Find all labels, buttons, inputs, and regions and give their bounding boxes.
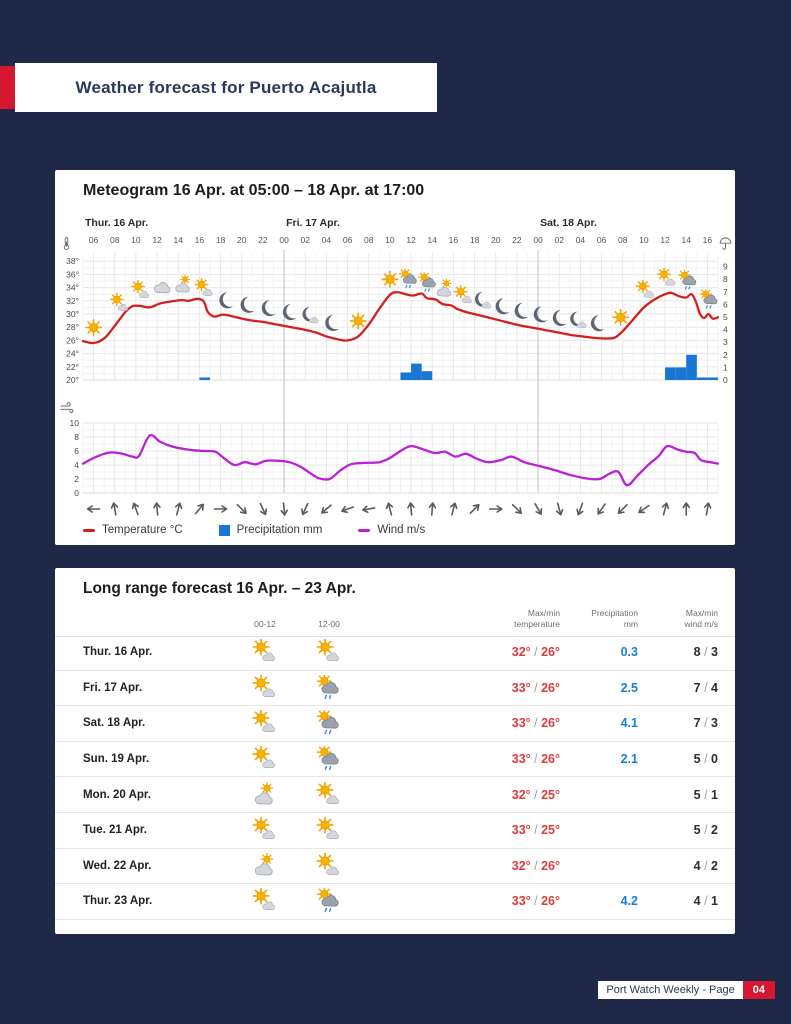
weather-icon-rain-sun — [316, 675, 342, 701]
max-temperature: 33° — [511, 680, 531, 695]
forecast-wind: 4 / 1 — [693, 894, 718, 909]
column-00-12: 00-12 — [254, 619, 276, 630]
wind-arrow — [661, 502, 670, 515]
forecast-precipitation: 2.5 — [620, 680, 638, 695]
weather-icon-sun — [350, 313, 365, 328]
weather-icon-sun-cloud — [658, 268, 675, 286]
time-tick-label: 08 — [110, 235, 120, 245]
time-tick-label: 22 — [512, 235, 522, 245]
wind-arrow — [300, 502, 311, 515]
forecast-icon-12-00 — [297, 817, 361, 843]
forecast-icon-00-12 — [233, 817, 297, 843]
wind-arrow — [362, 505, 375, 513]
forecast-temperature: 32° / 25° — [511, 787, 560, 802]
forecast-precipitation: 0.3 — [620, 645, 638, 660]
wind-tick-label: 4 — [74, 460, 79, 470]
precipitation-bar — [697, 377, 708, 380]
forecast-precipitation: 2.1 — [620, 752, 638, 767]
legend-precipitation-label: Precipitation mm — [236, 524, 323, 536]
forecast-wind: 5 / 2 — [693, 823, 718, 838]
weather-icon-rain-sun — [316, 746, 342, 772]
day-label: Fri. 17 Apr. — [286, 217, 340, 229]
footer-label: Port Watch Weekly - Page — [598, 981, 742, 999]
weather-icon-moon — [591, 315, 605, 331]
legend-precipitation — [219, 524, 323, 536]
wind-tick-label: 8 — [74, 432, 79, 442]
time-tick-label: 18 — [469, 235, 480, 245]
forecast-icon-00-12 — [233, 710, 297, 736]
column-temperature: Max/min temperature — [514, 608, 560, 630]
max-temperature: 32° — [511, 645, 531, 660]
wind-arrow — [468, 503, 481, 516]
wind-arrow — [154, 503, 161, 515]
precipitation-swatch — [219, 525, 230, 536]
time-tick-label: 16 — [702, 235, 713, 245]
wind-arrow — [408, 503, 415, 515]
temp-tick-label: 24° — [66, 348, 79, 359]
forecast-icon-12-00 — [297, 746, 361, 772]
wind-arrow — [215, 506, 227, 512]
wind-arrow — [703, 503, 711, 516]
weather-icon-sun — [613, 310, 628, 325]
max-temperature: 33° — [511, 823, 531, 838]
min-temperature: 26° — [541, 858, 560, 873]
wind-arrow — [490, 506, 502, 512]
precip-tick-label: 6 — [723, 299, 728, 310]
time-tick-label: 20 — [237, 235, 247, 245]
wind-arrow — [281, 503, 288, 515]
time-tick-label: 14 — [681, 235, 691, 245]
min-wind: 3 — [711, 716, 718, 731]
wind-arrow — [235, 503, 248, 516]
time-tick-label: 12 — [152, 235, 162, 245]
wind-tick-label: 2 — [74, 474, 79, 484]
day-label: Sat. 18 Apr. — [540, 217, 597, 229]
weather-icon-rain-sun — [316, 888, 342, 914]
time-tick-label: 04 — [321, 235, 332, 245]
forecast-icon-00-12 — [233, 639, 297, 665]
forecast-day-label: Tue. 21 Apr. — [83, 824, 147, 837]
precipitation-bar — [686, 355, 697, 380]
umbrella-icon — [720, 237, 731, 249]
forecast-icon-00-12 — [233, 675, 297, 701]
precipitation-bar — [676, 367, 687, 380]
max-wind: 8 — [693, 645, 701, 660]
weather-icon-cloud-sun — [252, 782, 278, 808]
weather-icon-sun — [86, 320, 101, 335]
forecast-icon-12-00 — [297, 888, 361, 914]
temp-tick-label: 34° — [66, 282, 79, 293]
min-temperature: 26° — [541, 752, 560, 767]
max-wind: 4 — [693, 894, 701, 909]
accent-red-block — [0, 66, 15, 109]
min-wind: 2 — [711, 858, 718, 873]
weather-icon-sun-cloud — [252, 710, 278, 736]
wind-arrow — [193, 502, 205, 515]
wind-arrow — [511, 503, 524, 516]
weather-icon-rain-sun — [316, 710, 342, 736]
table-header — [55, 608, 735, 637]
legend-temperature-label: Temperature °C — [102, 524, 183, 536]
max-wind: 4 — [693, 858, 701, 873]
forecast-wind: 5 / 0 — [693, 752, 718, 767]
forecast-icon-12-00 — [297, 782, 361, 808]
time-tick-label: 00 — [279, 235, 289, 245]
forecast-wind: 7 / 3 — [693, 716, 718, 731]
min-temperature: 26° — [541, 645, 560, 660]
max-temperature: 32° — [511, 787, 531, 802]
table-row — [55, 777, 735, 813]
min-temperature: 26° — [541, 894, 560, 909]
wind-arrow — [683, 503, 689, 515]
forecast-temperature: 33° / 26° — [511, 752, 560, 767]
min-wind: 1 — [711, 787, 718, 802]
longrange-title: Long range forecast 16 Apr. – 23 Apr. — [83, 580, 356, 597]
wind-arrow — [616, 503, 629, 516]
precip-tick-label: 1 — [723, 362, 728, 373]
weather-icon-sun-cloud — [316, 782, 342, 808]
forecast-icon-12-00 — [297, 675, 361, 701]
time-tick-label: 10 — [131, 235, 141, 245]
max-wind: 5 — [693, 752, 701, 767]
weather-icon-sun — [382, 272, 397, 287]
precip-tick-label: 8 — [723, 274, 728, 285]
footer-page-number: 04 — [743, 981, 775, 999]
temp-tick-label: 38° — [66, 256, 79, 267]
precipitation-bar — [665, 367, 676, 380]
max-temperature: 33° — [511, 894, 531, 909]
time-tick-label: 14 — [427, 235, 437, 245]
thermometer-icon — [64, 238, 69, 250]
wind-tick-label: 0 — [74, 488, 79, 498]
wind-arrow — [385, 502, 394, 515]
min-temperature: 25° — [541, 823, 560, 838]
chart-legend — [83, 524, 425, 536]
precipitation-bar — [401, 372, 412, 380]
table-row — [55, 742, 735, 778]
table-row — [55, 635, 735, 671]
forecast-temperature: 33° / 26° — [511, 894, 560, 909]
wind-arrow — [111, 503, 119, 516]
max-wind: 7 — [693, 680, 701, 695]
precip-tick-label: 0 — [723, 375, 728, 385]
temp-tick-label: 30° — [66, 309, 79, 319]
precip-tick-label: 7 — [723, 286, 728, 297]
precipitation-bar — [707, 377, 718, 380]
weather-icon-rain-sun — [700, 289, 717, 308]
min-wind: 1 — [711, 894, 718, 909]
wind-arrow — [88, 506, 100, 512]
min-wind: 2 — [711, 823, 718, 838]
wind-tick-label: 6 — [74, 446, 79, 456]
max-temperature: 33° — [511, 752, 531, 767]
time-tick-label: 00 — [533, 235, 543, 245]
time-tick-label: 06 — [342, 235, 353, 245]
precip-tick-label: 3 — [723, 337, 728, 348]
legend-temperature — [83, 524, 183, 536]
weather-icon-sun-cloud — [252, 639, 278, 665]
weather-icon-rain-sun — [679, 270, 696, 289]
wind-arrow — [131, 502, 141, 515]
column-precipitation: Precipitation mm — [591, 608, 638, 630]
weather-icon-sun-cloud — [316, 639, 342, 665]
time-tick-label: 02 — [300, 235, 310, 245]
wind-arrow — [532, 502, 543, 515]
time-tick-label: 12 — [660, 235, 670, 245]
time-tick-label: 10 — [639, 235, 649, 245]
forecast-icon-12-00 — [297, 639, 361, 665]
time-tick-label: 08 — [364, 235, 374, 245]
time-tick-label: 18 — [215, 235, 226, 245]
forecast-temperature: 33° / 25° — [511, 823, 560, 838]
precip-tick-label: 5 — [723, 312, 728, 322]
max-wind: 7 — [693, 716, 701, 731]
wind-arrow — [258, 502, 269, 515]
time-tick-label: 04 — [575, 235, 586, 245]
forecast-icon-00-12 — [233, 782, 297, 808]
weather-icon-sun-cloud — [637, 280, 654, 298]
weather-icon-cloud-sun — [252, 853, 278, 879]
weather-icon-sun-cloud — [316, 817, 342, 843]
forecast-rows — [55, 635, 735, 920]
forecast-wind: 4 / 2 — [693, 858, 718, 873]
weather-icon-sun-cloud — [316, 853, 342, 879]
time-tick-label: 08 — [618, 235, 628, 245]
max-wind: 5 — [693, 787, 701, 802]
table-row — [55, 813, 735, 849]
time-tick-label: 16 — [194, 235, 205, 245]
wind-arrow — [637, 503, 650, 515]
forecast-icon-12-00 — [297, 853, 361, 879]
meteogram-panel — [55, 170, 735, 545]
table-row — [55, 849, 735, 885]
footer — [598, 981, 775, 999]
forecast-icon-00-12 — [233, 888, 297, 914]
legend-wind-label: Wind m/s — [377, 524, 426, 536]
precip-tick-label: 9 — [723, 261, 728, 272]
min-wind: 3 — [711, 645, 718, 660]
time-tick-label: 22 — [258, 235, 268, 245]
column-wind: Max/min wind m/s — [684, 608, 718, 630]
time-tick-label: 10 — [385, 235, 395, 245]
max-temperature: 33° — [511, 716, 531, 731]
temp-tick-label: 28° — [66, 322, 79, 333]
weather-icon-sun-cloud — [252, 817, 278, 843]
forecast-day-label: Wed. 22 Apr. — [83, 859, 152, 872]
forecast-day-label: Thur. 16 Apr. — [83, 646, 153, 659]
wind-arrow — [429, 503, 436, 515]
max-temperature: 32° — [511, 858, 531, 873]
temperature-swatch — [83, 529, 95, 532]
wind-icon — [61, 403, 73, 413]
temp-tick-label: 26° — [66, 335, 79, 346]
weather-icon-sun-cloud — [252, 746, 278, 772]
temp-tick-label: 32° — [66, 295, 79, 306]
temp-tick-label: 20° — [66, 375, 79, 385]
forecast-day-label: Thur. 23 Apr. — [83, 895, 153, 908]
wind-arrow — [320, 503, 333, 515]
temp-tick-label: 36° — [66, 269, 79, 280]
forecast-wind: 8 / 3 — [693, 645, 718, 660]
wind-arrow — [449, 502, 458, 515]
precipitation-bar — [199, 377, 210, 380]
forecast-temperature: 32° / 26° — [511, 858, 560, 873]
forecast-temperature: 33° / 26° — [511, 680, 560, 695]
min-temperature: 26° — [541, 680, 560, 695]
weather-icon-sun-cloud — [252, 675, 278, 701]
weather-icon-rain-sun — [400, 268, 417, 287]
wind-arrow — [576, 502, 586, 515]
forecast-icon-12-00 — [297, 710, 361, 736]
time-tick-label: 14 — [173, 235, 183, 245]
min-temperature: 26° — [541, 716, 560, 731]
wind-arrow — [596, 502, 608, 515]
precipitation-bar — [411, 364, 422, 380]
wind-tick-label: 10 — [69, 418, 79, 428]
time-tick-label: 06 — [88, 235, 99, 245]
forecast-precipitation: 4.1 — [620, 716, 638, 731]
forecast-temperature: 32° / 26° — [511, 645, 560, 660]
page-title: Weather forecast for Puerto Acajutla — [75, 77, 377, 97]
longrange-panel — [55, 568, 735, 934]
column-12-00: 12-00 — [318, 619, 340, 630]
precipitation-bar — [422, 371, 433, 380]
table-row — [55, 706, 735, 742]
time-tick-label: 06 — [596, 235, 607, 245]
forecast-day-label: Mon. 20 Apr. — [83, 788, 151, 801]
forecast-day-label: Sun. 19 Apr. — [83, 753, 150, 766]
forecast-wind: 5 / 1 — [693, 787, 718, 802]
time-tick-label: 20 — [491, 235, 501, 245]
min-temperature: 25° — [541, 787, 560, 802]
wind-arrow — [174, 502, 183, 515]
legend-wind — [358, 524, 425, 536]
day-label: Thur. 16 Apr. — [85, 217, 149, 229]
page-title-card — [15, 63, 437, 112]
time-tick-label: 16 — [448, 235, 459, 245]
forecast-icon-00-12 — [233, 746, 297, 772]
weather-icon-sun-cloud — [252, 888, 278, 914]
time-tick-label: 12 — [406, 235, 416, 245]
min-wind: 4 — [711, 680, 718, 695]
time-tick-label: 02 — [554, 235, 564, 245]
max-wind: 5 — [693, 823, 701, 838]
forecast-precipitation: 4.2 — [620, 894, 638, 909]
wind-swatch — [358, 529, 370, 532]
forecast-day-label: Fri. 17 Apr. — [83, 681, 143, 694]
table-row — [55, 884, 735, 920]
min-wind: 0 — [711, 752, 718, 767]
forecast-day-label: Sat. 18 Apr. — [83, 717, 146, 730]
precip-tick-label: 2 — [723, 349, 728, 360]
wind-arrow — [555, 502, 564, 515]
meteogram-chart — [55, 210, 735, 522]
forecast-wind: 7 / 4 — [693, 680, 718, 695]
forecast-temperature: 33° / 26° — [511, 716, 560, 731]
precip-tick-label: 4 — [723, 324, 728, 335]
temp-tick-label: 22° — [66, 361, 79, 372]
wind-arrow — [341, 504, 354, 514]
meteogram-title: Meteogram 16 Apr. at 05:00 – 18 Apr. at 17:00 — [83, 182, 425, 199]
forecast-icon-00-12 — [233, 853, 297, 879]
table-row — [55, 671, 735, 707]
